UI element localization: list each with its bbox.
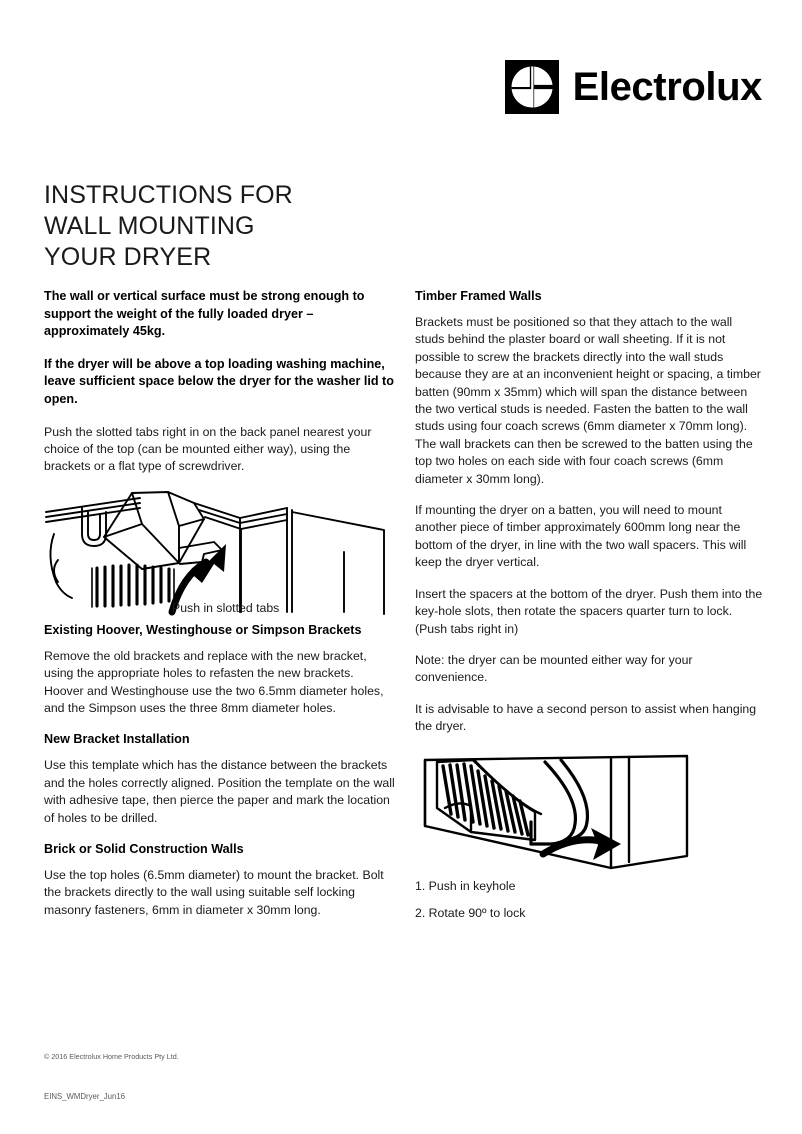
electrolux-logo-icon: [505, 60, 559, 114]
paragraph-brick-solid-walls: Use the top holes (6.5mm diameter) to mount the bracket. Bolt the brackets directly to the wall using suitable self locking masonry fasteners, 6mm in diameter x 30mm long.: [44, 868, 384, 917]
lead-paragraph-weight: The wall or vertical surface must be strong enough to support the weight of the fully loaded dryer – approximately 45kg.: [44, 289, 365, 339]
paragraph-timber-framed-walls: Brackets must be positioned so that they attach to the wall studs behind the plaster board or wall sheeting. If it is not possible to screw the brackets directly into the wall studs because they are at an inconvenient height or spacing, a timber batten (90mm x 35mm) which will span the distance between the two vertical studs is needed. Fasten the batten to the wall studs using four coach screws (6mm diameter x 70mm long). The wall brackets can then be screwed to the batten using the top two holes on each side with four coach screws (6mm diameter x 30mm long).: [415, 315, 761, 486]
paragraph-spacers: Insert the spacers at the bottom of the dryer. Push them into the key-hole slots, then rotate the spacers quarter turn to lock. (Push tabs right in): [415, 586, 763, 636]
page-title-line-1: INSTRUCTIONS FOR: [44, 180, 293, 209]
keyhole-illustration: [415, 750, 763, 872]
copyright-notice: © 2016 Electrolux Home Products Pty Ltd.: [44, 1052, 179, 1061]
dryer-back-panel-slotted-tabs-diagram: [44, 490, 396, 618]
brand-header: [505, 60, 762, 114]
document-code: EINS_WMDryer_Jun16: [44, 1092, 126, 1101]
page-title-line-2: WALL MOUNTING: [44, 211, 255, 240]
paragraph-note-either-way: Note: the dryer can be mounted either way for your convenience.: [415, 652, 693, 685]
heading-timber-framed-walls: Timber Framed Walls: [415, 289, 542, 303]
paragraph-second-person-advice: It is advisable to have a second person to assist when hanging the dryer.: [415, 701, 757, 734]
page-title-line-3: YOUR DRYER: [44, 242, 212, 271]
dryer-base-keyhole-spacer-diagram: [415, 750, 763, 872]
page-title: [44, 180, 293, 273]
slotted-tabs-illustration: [44, 490, 396, 618]
paragraph-push-slotted-tabs: Push the slotted tabs right in on the back panel nearest your choice of the top (can be mounted either way), using the brackets or a flat type of screwdriver.: [44, 424, 372, 474]
paragraph-existing-brackets: Remove the old brackets and replace with the new bracket, using the appropriate holes to refasten the new brackets. Hoover and Westinghouse use the two 6.5mm diameter holes, and the Simpson uses the three 8mm diameter holes.: [44, 648, 384, 715]
heading-existing-brackets: Existing Hoover, Westinghouse or Simpson Brackets: [44, 622, 362, 637]
keyhole-steps-list: [415, 878, 763, 923]
lead-paragraph-clearance: If the dryer will be above a top loading washing machine, leave sufficient space below the dryer for the washer lid to open.: [44, 356, 394, 406]
figure-caption-push-in-slotted-tabs: Push in slotted tabs: [172, 600, 280, 615]
heading-new-bracket-installation: New Bracket Installation: [44, 732, 190, 747]
paragraph-new-bracket-installation: Use this template which has the distance between the brackets and the holes correctly aligned. Position the template on the wall with adhesive tape, then pierce the paper and mark the location of holes to be drilled.: [44, 758, 395, 825]
right-content-column: [415, 288, 763, 932]
keyhole-step-1: 1. Push in keyhole: [415, 878, 516, 893]
brand-wordmark: Electrolux: [572, 65, 762, 109]
heading-brick-solid-walls: Brick or Solid Construction Walls: [44, 842, 244, 857]
page-footer: [44, 1052, 544, 1102]
keyhole-step-2: 2. Rotate 90º to lock: [415, 905, 526, 920]
left-content-column: [44, 288, 396, 933]
paragraph-batten-mounting: If mounting the dryer on a batten, you will need to mount another piece of timber approximately 600mm long near the bottom of the dryer, in line with the two wall spacers. This will keep the dryer vertical.: [415, 503, 747, 570]
